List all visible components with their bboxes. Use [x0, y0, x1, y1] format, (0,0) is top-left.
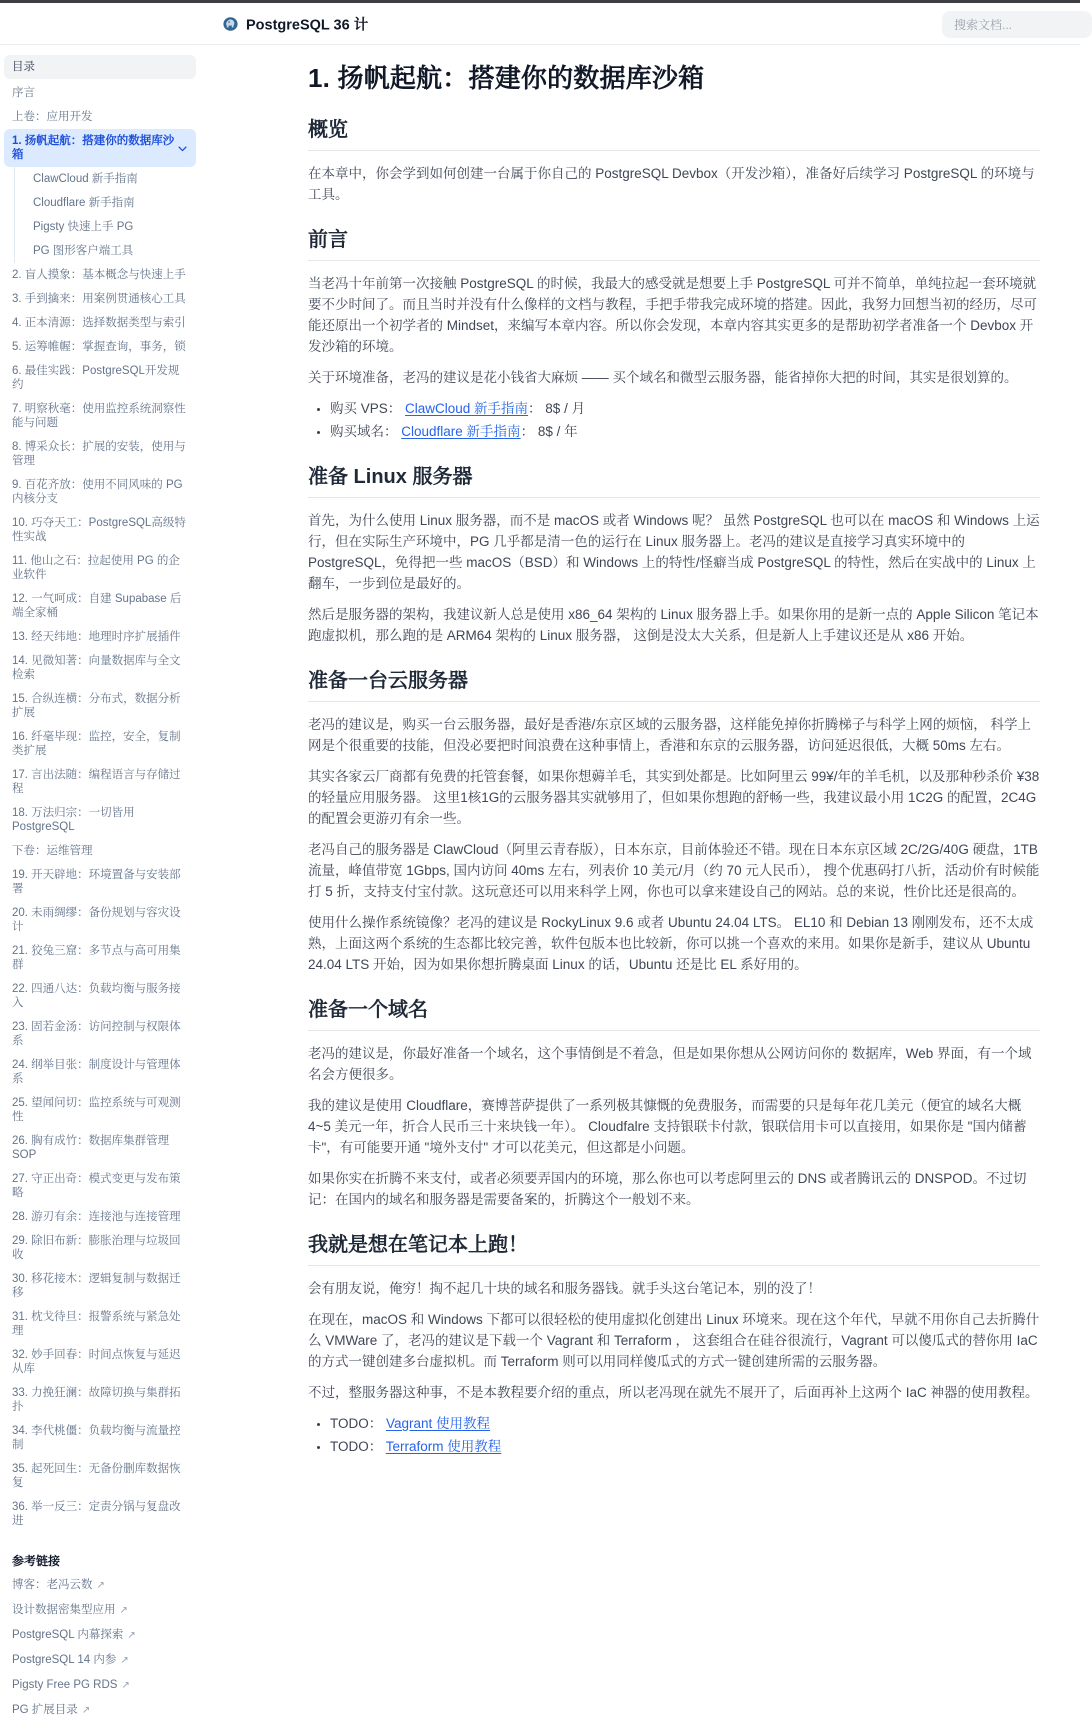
sidebar-item-label: 16. 纤毫毕现：监控，安全，复制类扩展 [12, 731, 181, 757]
sidebar-item-label: 4. 正本清源：选择数据类型与索引 [12, 317, 186, 329]
sidebar-item[interactable] [4, 1305, 196, 1343]
sidebar-item[interactable] [4, 901, 196, 939]
sidebar-item-label: 序言 [12, 87, 35, 99]
content-section [308, 664, 1040, 975]
sidebar-item-label: 9. 百花齐放：使用不同风味的 PG 内核分支 [12, 479, 183, 505]
sidebar-item-label: 设计数据密集型应用 [12, 1604, 116, 1616]
sidebar-subitem[interactable] [14, 191, 196, 215]
inline-link[interactable]: Vagrant 使用教程 [386, 1416, 491, 1431]
sidebar-item-label: 12. 一气呵成：自建 Supabase 后端全家桶 [12, 593, 182, 619]
external-arrow-icon: ↗ [81, 1705, 91, 1716]
site-brand[interactable] [222, 13, 368, 34]
section-heading: 准备一个域名 [308, 993, 1040, 1031]
sidebar-item[interactable] [4, 1053, 196, 1091]
sidebar-item-label: Pigsty Free PG RDS [12, 1679, 118, 1691]
list-item-prefix: TODO： [330, 1416, 387, 1431]
sidebar-item[interactable] [4, 1091, 196, 1129]
sidebar-item[interactable] [4, 1495, 196, 1533]
sidebar-item[interactable] [4, 1381, 196, 1419]
paragraph: 首先，为什么使用 Linux 服务器，而不是 macOS 或者 Windows 呢？ 虽然 PostgreSQL 也可以在 macOS 和 Windows 上运行，但在实际生产环境中，PG 几乎都是清一色的运行在 Linux 服务器上。老冯的建议是直接学习真实环境中的 PostgreSQL，免得把一些 macOS（BSD）和 Windows 上的特性/怪癖当成 PostgreSQL 的特性，然后在实战中的 Linux 上翻车，一步到位是最好的。 [308, 513, 1040, 591]
sidebar-item-label: 上卷：应用开发 [12, 111, 93, 123]
sidebar-external-link[interactable] [4, 1698, 196, 1723]
paragraph: 在本章中，你会学到如何创建一台属于你自己的 PostgreSQL Devbox（开发沙箱），准备好后续学习 PostgreSQL 的环境与工具。 [308, 166, 1035, 202]
sidebar-item-label: 17. 言出法随：编程语言与存储过程 [12, 769, 181, 795]
sidebar-item[interactable] [4, 263, 196, 287]
paragraph: 在现在，macOS 和 Windows 下都可以很轻松的使用虚拟化创建出 Linux 环境来。现在这个年代，早就不用你自己去折腾什么 VMWare 了，老冯的建议是下载一个 Vagrant 和 Terraform ， 这套组合在硅谷很流行，Vagrant 可以傻瓜式的替你用 IaC 的方式一键创建多台虚拟机。而 Terraform 则可以用同样傻瓜式的方式一键创建所需的云服务器。 [308, 1312, 1040, 1369]
sidebar-item-label: 5. 运筹帷幄：掌握查询，事务，锁 [12, 341, 186, 353]
paragraph: 然后是服务器的架构，我建议新人总是使用 x86_64 架构的 Linux 服务器上手。如果你用的是新一点的 Apple Silicon 笔记本跑虚拟机，那么跑的是 ARM64 架构的 Linux 服务器， 这倒是没太大关系，但是新人上手建议还是从 x86 开始。 [308, 607, 1039, 643]
sidebar-item-label: 10. 巧夺天工：PostgreSQL高级特性实战 [12, 517, 186, 543]
sidebar-item-label: PostgreSQL 14 内参 [12, 1654, 117, 1666]
inline-link[interactable]: ClawCloud 新手指南 [405, 401, 529, 416]
top-header [0, 3, 1080, 45]
sidebar-item[interactable] [4, 1205, 196, 1229]
sidebar-item-label: 35. 起死回生：无备份删库数据恢复 [12, 1463, 181, 1489]
paragraph: 关于环境准备，老冯的建议是花小钱省大麻烦 —— 买个域名和微型云服务器，能省掉你大把的时间，其实是很划算的。 [308, 370, 1018, 385]
list-item-suffix: ： 8$ / 月 [528, 401, 586, 416]
sidebar-item[interactable] [4, 335, 196, 359]
sidebar-item-label: 目录 [12, 61, 35, 73]
sidebar-item-label: 33. 力挽狂澜：故障切换与集群拓扑 [12, 1387, 181, 1413]
main-sections [308, 113, 1040, 1457]
paragraph: 如果你实在折腾不来支付，或者必须要弄国内的环境，那么你也可以考虑阿里云的 DNS 或者腾讯云的 DNSPOD。不过切记：在国内的域名和服务器是需要备案的，折腾这个一般划不来。 [308, 1171, 1027, 1207]
sidebar-item[interactable] [4, 649, 196, 687]
sidebar-item-label: 27. 守正出奇：模式变更与发布策略 [12, 1173, 181, 1199]
list-item-prefix: 购买 VPS： [330, 401, 406, 416]
sidebar-item-active[interactable] [4, 129, 196, 167]
sidebar-external-link[interactable] [4, 1623, 196, 1648]
sidebar-item-label: 14. 见微知著：向量数据库与全文检索 [12, 655, 181, 681]
sidebar-section-header [4, 1549, 196, 1573]
sidebar-item[interactable] [4, 939, 196, 977]
sidebar-item[interactable] [4, 1343, 196, 1381]
sidebar-item-label: 18. 万法归宗：一切皆用 PostgreSQL [12, 807, 135, 833]
list-item [330, 1413, 1040, 1434]
external-arrow-icon: ↗ [96, 1580, 105, 1591]
sidebar-item-label: 8. 博采众长：扩展的安装，使用与管理 [12, 441, 186, 467]
sidebar-item[interactable] [4, 105, 196, 129]
inline-link[interactable]: Terraform 使用教程 [385, 1439, 502, 1454]
sidebar-item[interactable] [4, 359, 196, 397]
paragraph: 当老冯十年前第一次接触 PostgreSQL 的时候，我最大的感受就是想要上手 PostgreSQL 可并不简单，单纯拉起一套环境就要不少时间了。而且当时并没有什么像样的文档与教程，手把手带我完成环境的搭建。因此，我努力回想当初的经历，尽可能还原出一个初学者的 Mindset，来编写本章内容。所以你会发现，本章内容其实更多的是帮助初学者准备一个 Devbox 开发沙箱的环境。 [308, 276, 1037, 354]
toc-header [4, 55, 196, 79]
list-item-suffix: ： 8$ / 年 [520, 424, 578, 439]
sidebar-item[interactable] [4, 1015, 196, 1053]
sidebar-item-label: 28. 游刃有余：连接池与连接管理 [12, 1211, 181, 1223]
section-heading: 我就是想在笔记本上跑！ [308, 1228, 1040, 1266]
main-content [308, 58, 1040, 1467]
sidebar-item[interactable] [4, 511, 196, 549]
page-title: 1. 扬帆起航：搭建你的数据库沙箱 [308, 63, 705, 93]
sidebar-item[interactable] [4, 287, 196, 311]
sidebar-item-label: 博客：老冯云数 [12, 1579, 93, 1591]
sidebar-external-link[interactable] [4, 1573, 196, 1598]
sidebar-item-label: 13. 经天纬地：地理时序扩展插件 [12, 631, 181, 643]
sidebar-item-label: PG 图形客户端工具 [33, 245, 134, 257]
content-section [308, 223, 1040, 442]
paragraph: 老冯的建议是，你最好准备一个域名，这个事情倒是不着急，但是如果你想从公网访问你的 数据库，Web 界面，有一个域名会方便很多。 [308, 1046, 1032, 1082]
paragraph: 其实各家云厂商都有免费的托管套餐，如果你想薅羊毛，其实到处都是。比如阿里云 99¥/年的羊毛机，以及那种秒杀价 ¥38 的轻量应用服务器。 这里1核1G的云服务器其实就够用了，但如果你想跑的舒畅一些，我建议最小用 1C2G 的配置，2C4G 的配置会更游刃有余一些。 [308, 769, 1040, 826]
content-section [308, 993, 1040, 1210]
sidebar-item-label: 24. 纲举目张：制度设计与管理体系 [12, 1059, 181, 1085]
sidebar-item-label: 7. 明察秋毫：使用监控系统洞察性能与问题 [12, 403, 186, 429]
section-heading: 准备 Linux 服务器 [308, 460, 1040, 498]
sidebar-item-label: 25. 望闻问切：监控系统与可观测性 [12, 1097, 181, 1123]
paragraph: 会有朋友说，俺穷！掏不起几十块的域名和服务器钱。就手头这台笔记本，别的没了！ [308, 1281, 821, 1296]
sidebar-item[interactable] [4, 625, 196, 649]
section-heading: 概览 [308, 113, 1040, 151]
external-arrow-icon: ↗ [119, 1605, 128, 1616]
sidebar-item-label: 1. 扬帆起航：搭建你的数据库沙箱 [12, 135, 175, 161]
sidebar-item-label: 下卷：运维管理 [12, 845, 93, 857]
sidebar-subitem[interactable] [14, 215, 196, 239]
list-item [330, 421, 1040, 442]
list-item [330, 1436, 1040, 1457]
sidebar-item[interactable] [4, 397, 196, 435]
sidebar-item[interactable] [4, 1457, 196, 1495]
external-arrow-icon: ↗ [127, 1630, 136, 1641]
site-title: PostgreSQL 36 计 [246, 17, 369, 33]
external-arrow-icon: ↗ [120, 1655, 129, 1666]
sidebar-item[interactable] [4, 839, 196, 863]
sidebar-item-label: Pigsty 快速上手 PG [33, 221, 134, 233]
sidebar-external-link[interactable] [4, 1673, 196, 1698]
sidebar-external-link[interactable] [4, 1648, 196, 1673]
sidebar-item-label: 19. 开天辟地：环境置备与安装部署 [12, 869, 181, 895]
sidebar-item[interactable] [4, 1267, 196, 1305]
sidebar-item-label: 21. 狡兔三窟：多节点与高可用集群 [12, 945, 181, 971]
sidebar-item-label: 34. 李代桃僵：负载均衡与流量控制 [12, 1425, 181, 1451]
sidebar-item-label: Cloudflare 新手指南 [33, 197, 135, 209]
sidebar-item-label: 31. 枕戈待旦：报警系统与紧急处理 [12, 1311, 181, 1337]
content-section [308, 460, 1040, 646]
sidebar-item-label: 15. 合纵连横：分布式，数据分析扩展 [12, 693, 181, 719]
postgresql-elephant-icon [222, 15, 239, 32]
sidebar-item[interactable] [4, 763, 196, 801]
sidebar-subitem[interactable] [14, 167, 196, 191]
bullet-list [308, 398, 1040, 442]
chevron-down-icon [177, 143, 188, 154]
list-item-prefix: TODO： [330, 1439, 386, 1454]
paragraph: 不过，整服务器这种事，不是本教程要介绍的重点，所以老冯现在就先不展开了，后面再补上这两个 IaC 神器的使用教程。 [308, 1385, 1039, 1400]
sidebar-item[interactable] [4, 81, 196, 105]
paragraph: 老冯的建议是，购买一台云服务器，最好是香港/东京区域的云服务器，这样能免掉你折腾梯子与科学上网的烦恼， 科学上网是个很重要的技能，但没必要把时间浪费在这种事情上，香港和东京的云服务器，访问延迟很低，大概 50ms 左右。 [308, 717, 1031, 753]
paragraph: 我的建议是使用 Cloudflare，赛博菩萨提供了一系列极其慷慨的免费服务，而需要的只是每年花几美元（便宜的域名大概 4~5 美元一年，折合人民币三十来块钱一年）。 Cloudfalre 支持银联卡付款，银联信用卡可以直接用，如果你是 "国内储蓄卡"，有可能要开通 "境外支付" 才可以花美元，但这都是小问题。 [308, 1098, 1027, 1155]
paragraph: 老冯自己的服务器是 ClawCloud（阿里云青春版），日本东京，目前体验还不错。现在日本东京区域 2C/2G/40G 硬盘，1TB 流量，峰值带宽 1Gbps, 国内访问 40ms 左右，列表价 10 美元/月（约 70 元人民币）， 搜个优惠码打八折，活动价有时候能打 5 折，支持支付宝付款。这玩意还可以用来科学上网，你也可以拿来建设自己的网站。总的来说，性价比还是很高的。 [308, 842, 1040, 899]
content-section [308, 113, 1040, 205]
sidebar-item[interactable] [4, 1229, 196, 1267]
sidebar-item-label: 22. 四通八达：负载均衡与服务接入 [12, 983, 181, 1009]
sidebar-item[interactable] [4, 801, 196, 839]
sidebar-item-label: 2. 盲人摸象：基本概念与快速上手 [12, 269, 186, 281]
sidebar-item[interactable] [4, 725, 196, 763]
sidebar-item-label: 32. 妙手回春：时间点恢复与延迟从库 [12, 1349, 181, 1375]
sidebar-item-label: 23. 固若金汤：访问控制与权限体系 [12, 1021, 181, 1047]
sidebar-item-label: 6. 最佳实践：PostgreSQL开发规约 [12, 365, 180, 391]
list-item-prefix: 购买域名： [330, 424, 402, 439]
search-input[interactable] [942, 11, 1092, 38]
sidebar-item-label: 26. 胸有成竹：数据库集群管理SOP [12, 1135, 170, 1161]
section-heading: 前言 [308, 223, 1040, 261]
external-arrow-icon: ↗ [121, 1680, 130, 1691]
sidebar-item-label: 3. 手到擒来：用案例贯通核心工具 [12, 293, 186, 305]
sidebar-item-label: PG 扩展目录 [12, 1704, 78, 1716]
list-item [330, 398, 1040, 419]
inline-link[interactable]: Cloudflare 新手指南 [401, 424, 521, 439]
sidebar-subitem[interactable] [14, 239, 196, 263]
bullet-list [308, 1413, 1040, 1457]
sidebar-item-label: 36. 举一反三：定责分锅与复盘改进 [12, 1501, 181, 1527]
sidebar-item[interactable] [4, 311, 196, 335]
sidebar-item[interactable] [4, 863, 196, 901]
sidebar-item-label: 参考链接 [12, 1554, 61, 1568]
sidebar [4, 55, 196, 1723]
sidebar-item-label: 11. 他山之石：拉起使用 PG 的企业软件 [12, 555, 180, 581]
sidebar-item-label: 30. 移花接木：逻辑复制与数据迁移 [12, 1273, 181, 1299]
sidebar-external-link[interactable] [4, 1598, 196, 1623]
sidebar-item-label: ClawCloud 新手指南 [33, 173, 138, 185]
sidebar-item[interactable] [4, 687, 196, 725]
sidebar-item[interactable] [4, 1167, 196, 1205]
sidebar-item-label: 29. 除旧布新：膨胀治理与垃圾回收 [12, 1235, 181, 1261]
sidebar-item-label: 20. 未雨绸缪：备份规划与容灾设计 [12, 907, 181, 933]
sidebar-item[interactable] [4, 1419, 196, 1457]
sidebar-item[interactable] [4, 435, 196, 473]
section-heading: 准备一台云服务器 [308, 664, 1040, 702]
sidebar-item-label: PostgreSQL 内幕探索 [12, 1629, 124, 1641]
sidebar-item[interactable] [4, 473, 196, 511]
sidebar-item[interactable] [4, 977, 196, 1015]
content-section [308, 1228, 1040, 1457]
sidebar-item[interactable] [4, 549, 196, 587]
sidebar-item[interactable] [4, 1129, 196, 1167]
sidebar-item[interactable] [4, 587, 196, 625]
paragraph: 使用什么操作系统镜像？老冯的建议是 RockyLinux 9.6 或者 Ubuntu 24.04 LTS。 EL10 和 Debian 13 刚刚发布，还不太成熟，上面这两个系统的生态都比较完善，软件包版本也比较新，你可以挑一个喜欢的来用。如果你是新手，建议从 Ubuntu 24.04 LTS 开始，因为如果你想折腾桌面 Linux 的话，Ubuntu 还是比 EL 系好用的。 [308, 915, 1034, 972]
